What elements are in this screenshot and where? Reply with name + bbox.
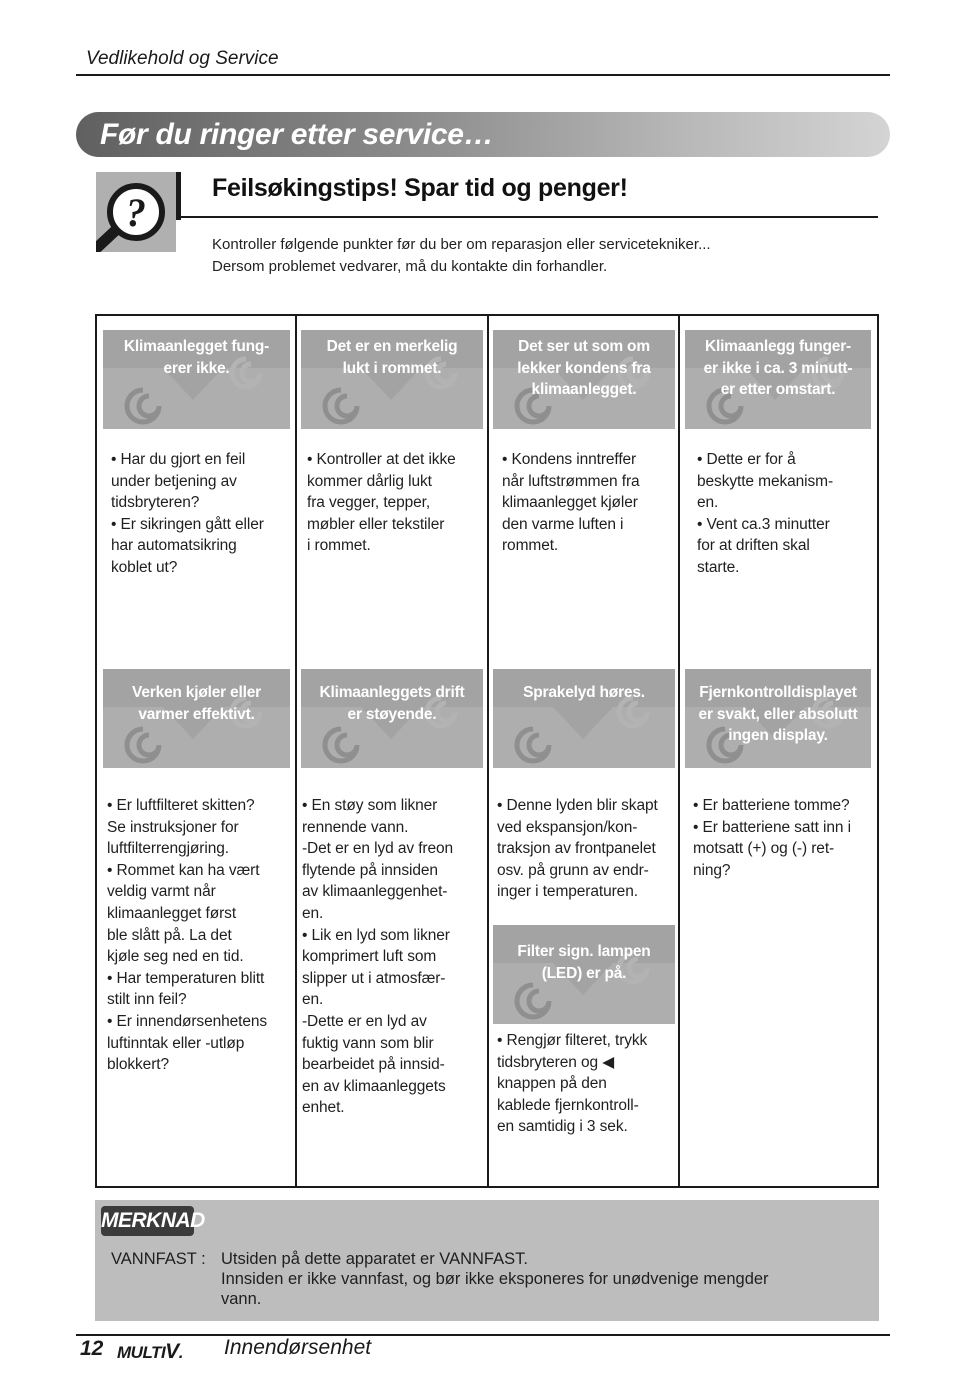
brand-logo (117, 1340, 183, 1364)
page-number: 12 (80, 1337, 104, 1360)
problem-heading: Sprakelyd høres. (523, 684, 645, 701)
tips-divider (176, 216, 878, 218)
solution-text: • En støy som likner rennende vann. -Det er en lyd av freon flytende på innsiden av klimaanleggenhet- en. • Lik en lyd som likner komprimert luft som slipper ut i atmosfær- en. -Dette er en lyd av fuktig vann som blir bearbeidet på innsid- en av klimaanleggets enhet. (302, 797, 454, 1117)
magnifier-question-icon (96, 172, 176, 252)
solution-text: • Dette er for å beskytte mekanism- en. • Vent ca.3 minutter for at driften skal starte. (697, 451, 834, 576)
column-divider (678, 314, 680, 1188)
solution-text: • Har du gjort en feil under betjening av tidsbryteren? • Er sikringen gått eller har automatsikring koblet ut? (111, 451, 264, 576)
problem-heading: Klimaanlegg funger- er ikke i ca. 3 minutt- er etter omstart. (703, 338, 853, 398)
solution-text: • Denne lyden blir skapt ved ekspansjon/kon- traksjon av frontpanelet osv. på grunn av endr- inger i temperaturen. (497, 797, 658, 901)
note-badge: MERKNAD (101, 1206, 194, 1236)
problem-panel (493, 925, 675, 1024)
problem-panel (103, 330, 290, 429)
brand-v: V (165, 1340, 179, 1363)
note-label: VANNFAST : (111, 1250, 206, 1268)
note-line-1: Utsiden på dette apparatet er VANNFAST. (221, 1250, 528, 1268)
problem-heading: Det er en merkelig lukt i rommet. (326, 338, 458, 377)
problem-panel (103, 669, 290, 768)
title-banner (76, 112, 890, 157)
note-line-3: vann. (221, 1290, 262, 1308)
brand-name: MULTI (117, 1343, 166, 1362)
intro-line-1: Kontroller følgende punkter før du ber om reparasjon eller servicetekniker... (212, 236, 711, 253)
note-line-2: Innsiden er ikke vannfast, og bør ikke eksponeres for unødvenige mengder (221, 1270, 769, 1288)
solution-text: • Er luftfilteret skitten? Se instruksjoner for luftfilterrengjøring. • Rommet kan ha vært veldig varmt når klimaanlegget først ble slått på. La det kjøle seg ned en tid. • Har temperaturen blitt stilt inn feil? • Er innendørsenhetens luftinntak eller -utløp blokkert? (107, 797, 268, 1074)
problem-panel (493, 330, 675, 429)
page-title: Før du ringer etter service… (100, 118, 494, 151)
problem-heading: Klimaanlegget fung- erer ikke. (123, 338, 270, 377)
problem-heading: Det ser ut som om lekker kondens fra klimaanlegget. (517, 338, 651, 398)
svg-text:?: ? (126, 190, 146, 235)
solution-text: • Kondens inntreffer når luftstrømmen fra klimaanlegget kjøler den varme luften i rommet. (502, 451, 640, 555)
solution-text: • Kontroller at det ikke kommer dårlig lukt fra vegger, tepper, møbler eller tekstiler i rommet. (307, 451, 456, 555)
footer-divider (76, 1334, 890, 1336)
solution-text: • Er batteriene tomme? • Er batteriene satt inn i motsatt (+) og (-) ret- ning? (693, 797, 851, 879)
intro-line-2: Dersom problemet vedvarer, må du kontakte din forhandler. (212, 258, 608, 275)
problem-panel (301, 669, 483, 768)
problem-heading: Klimaanleggets drift er støyende. (319, 684, 465, 723)
problem-panel (685, 669, 871, 768)
header-divider (76, 74, 890, 76)
problem-heading: Filter sign. lampen (LED) er på. (517, 943, 651, 982)
problem-heading: Fjernkontrolldisplayet er svakt, eller absolutt ingen display. (698, 684, 858, 744)
problem-panel (685, 330, 871, 429)
tips-bar (176, 172, 181, 220)
problem-panel (301, 330, 483, 429)
solution-text: • Rengjør filteret, trykk tidsbryteren og ◀ knappen på den kablede fjernkontroll- en samtidig i 3 sek. (497, 1032, 648, 1136)
tips-title: Feilsøkingstips! Spar tid og penger! (212, 174, 628, 202)
section-label: Vedlikehold og Service (86, 48, 279, 69)
problem-panel (493, 669, 675, 768)
footer-label: Innendørsenhet (224, 1336, 372, 1359)
column-divider (295, 314, 297, 1188)
note-box (95, 1200, 879, 1321)
brand-mark: . (178, 1343, 183, 1362)
problem-heading: Verken kjøler eller varmer effektivt. (132, 684, 261, 723)
column-divider (487, 314, 489, 1188)
